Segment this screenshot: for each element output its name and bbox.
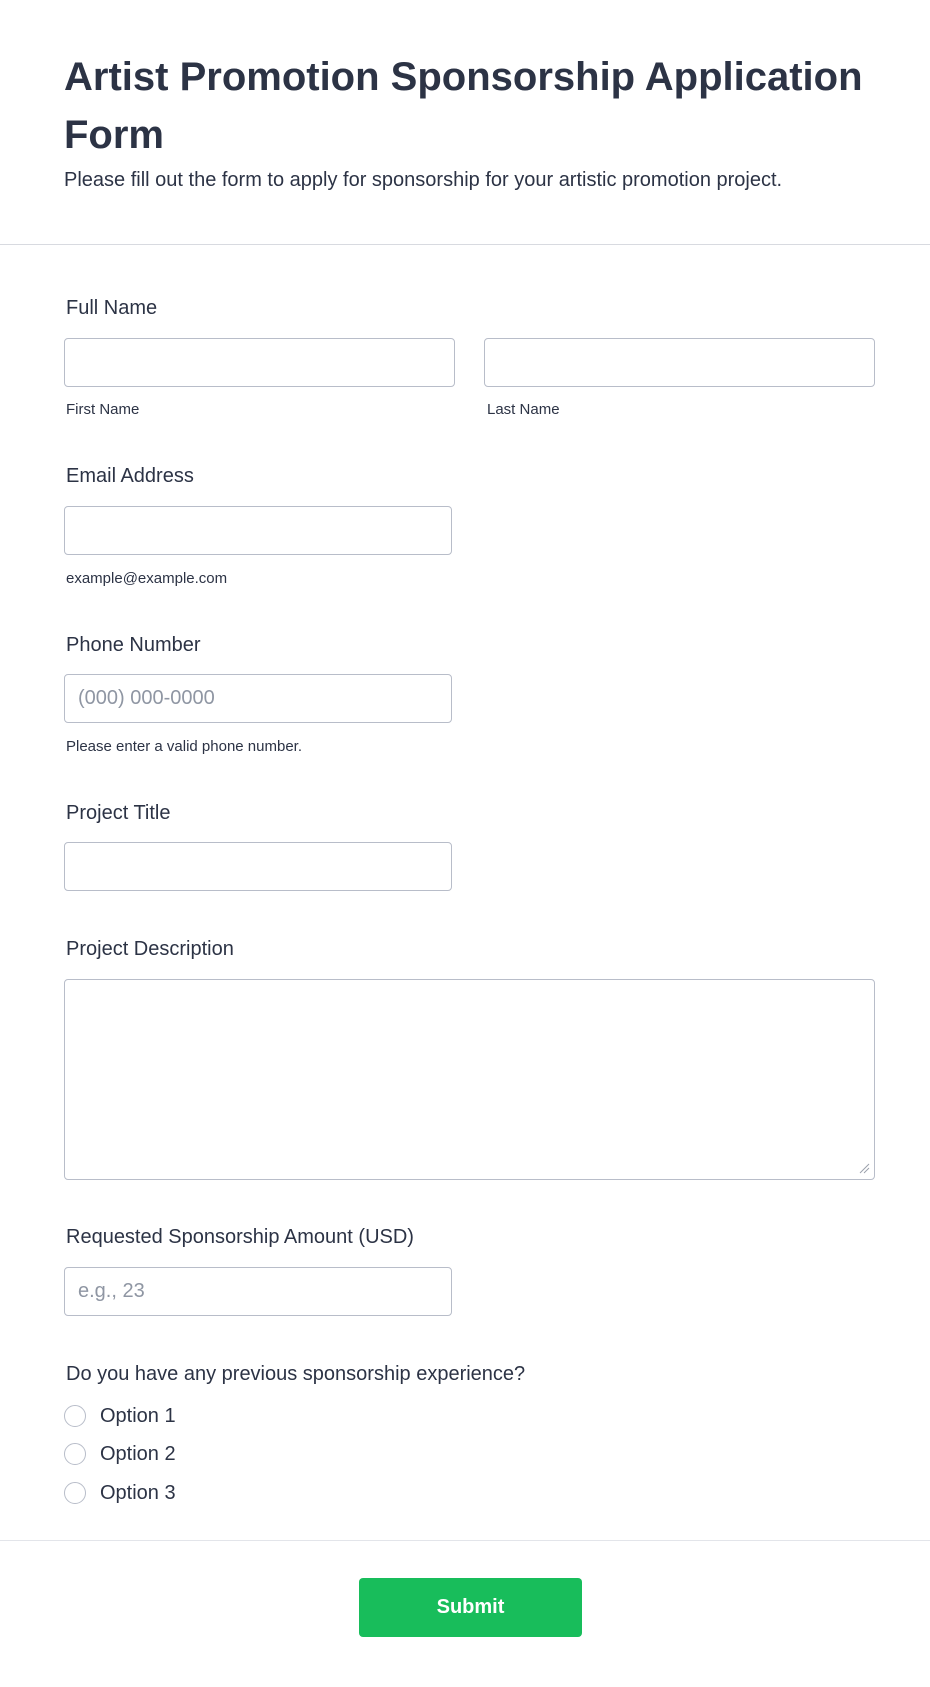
resize-grip-icon[interactable] xyxy=(859,1163,870,1174)
page-title: Artist Promotion Sponsorship Application Form xyxy=(64,55,863,157)
submit-button[interactable]: Submit xyxy=(359,1578,582,1637)
amount-label: Requested Sponsorship Amount (USD) xyxy=(66,1226,414,1248)
radio-button[interactable] xyxy=(64,1482,86,1504)
phone-label: Phone Number xyxy=(66,634,201,656)
phone-sublabel: Please enter a valid phone number. xyxy=(66,738,302,755)
radio-option-3[interactable] xyxy=(64,1480,176,1506)
last-name-sublabel: Last Name xyxy=(487,401,560,418)
amount-input[interactable] xyxy=(64,1267,452,1316)
first-name-input[interactable] xyxy=(64,338,455,387)
form-header xyxy=(0,0,930,245)
phone-input[interactable] xyxy=(64,674,452,723)
last-name-input[interactable] xyxy=(484,338,875,387)
page-subtitle: Please fill out the form to apply for sponsorship for your artistic promotion project. xyxy=(64,169,783,191)
radio-label: Option 1 xyxy=(100,1405,176,1427)
footer-divider xyxy=(0,1540,930,1541)
radio-label: Option 2 xyxy=(100,1443,176,1465)
radio-option-1[interactable] xyxy=(64,1403,176,1429)
project-description-label: Project Description xyxy=(66,938,234,960)
project-description-textarea[interactable] xyxy=(64,979,875,1180)
radio-option-2[interactable] xyxy=(64,1441,176,1467)
email-input[interactable] xyxy=(64,506,452,555)
radio-button[interactable] xyxy=(64,1443,86,1465)
radio-button[interactable] xyxy=(64,1405,86,1427)
project-title-input[interactable] xyxy=(64,842,452,891)
full-name-label: Full Name xyxy=(66,297,158,319)
radio-label: Option 3 xyxy=(100,1482,176,1504)
experience-label: Do you have any previous sponsorship experience? xyxy=(66,1363,526,1385)
project-title-label: Project Title xyxy=(66,802,171,824)
email-label: Email Address xyxy=(66,465,194,487)
email-sublabel: example@example.com xyxy=(66,570,228,587)
first-name-sublabel: First Name xyxy=(66,401,140,418)
